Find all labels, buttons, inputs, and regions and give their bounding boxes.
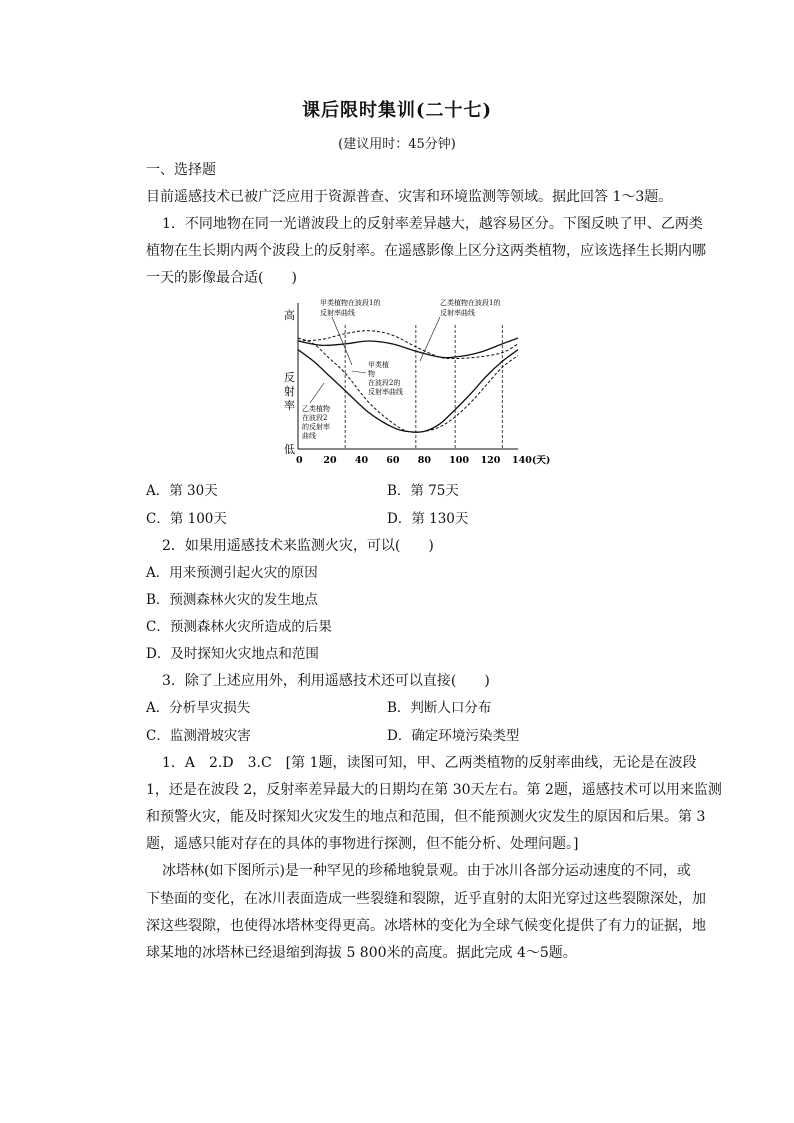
annotation-a1-line-1: 甲类植物在波段1的: [320, 299, 381, 307]
x-tick-label: 80: [417, 455, 431, 466]
question-3-option-c[interactable]: C．监测滑坡灾害: [146, 728, 251, 744]
series-line-3: [298, 350, 518, 433]
x-tick-label: 20: [323, 455, 337, 466]
intro-text: 目前遥感技术已被广泛应用于资源普查、灾害和环境监测等领域。据此回答 1～3题。: [146, 189, 673, 205]
passage-line-3: 深这些裂隙，也使得冰塔林变得更高。冰塔林的变化为全球气候变化提供了有力的证据，地: [146, 918, 706, 934]
answer-line-4: 题，遥感只能对存在的具体的事物进行探测，但不能分析、处理问题。]: [146, 836, 579, 852]
x-tick-label: 120: [480, 455, 501, 466]
annotation-a3-line-4: 反射率曲线: [368, 388, 403, 396]
y-label-char-2: 射: [284, 385, 295, 398]
annotation-a2: [440, 298, 500, 317]
x-tick-label: 60: [386, 455, 400, 466]
annotation-a4-line-2: 在波段2: [302, 414, 328, 422]
question-1-option-b[interactable]: B．第 75天: [387, 483, 459, 499]
annotation-a1-line-2: 反射率曲线: [320, 309, 355, 317]
answer-line-2: 1，还是在波段 2，反射率差异最大的日期均在第 30天左右。第 2题，遥感技术可以用来监测: [146, 782, 722, 798]
annotation-a4-leader: [310, 383, 324, 403]
annotation-a4: [302, 404, 330, 440]
page-subtitle: (建议用时：45分钟): [338, 137, 456, 152]
y-label-char-3: 率: [284, 399, 295, 412]
question-2-option-a[interactable]: A．用来预测引起火灾的原因: [146, 565, 318, 581]
annotation-a3: [368, 360, 403, 396]
question-1-option-c[interactable]: C．第 100天: [146, 511, 227, 527]
annotation-a2-line-2: 反射率曲线: [440, 309, 475, 317]
question-1-option-d[interactable]: D．第 130天: [387, 511, 469, 527]
page-title: 课后限时集训(二十七): [301, 100, 493, 121]
question-3-stem: 3．除了上述应用外，利用遥感技术还可以直接( ): [162, 673, 490, 689]
annotation-a4-line-1: 乙类植物: [302, 405, 330, 413]
question-1-line-1: 1．不同地物在同一光谱波段上的反射率差异越大，越容易区分。下图反映了甲、乙两类: [162, 216, 703, 232]
annotation-a3-line-3: 在波段2的: [368, 379, 401, 387]
question-3-option-b[interactable]: B．判断人口分布: [387, 700, 492, 716]
y-label-char-1: 反: [284, 371, 295, 384]
question-3-option-a[interactable]: A．分析旱灾损失: [146, 700, 251, 716]
x-tick-label: 140(天): [512, 455, 551, 466]
question-2-stem: 2．如果用遥感技术来监测火灾，可以( ): [162, 538, 434, 554]
y-label-low: 低: [284, 443, 295, 456]
reflectance-chart: [280, 295, 551, 467]
annotation-a3-line-1: 甲类植: [368, 361, 389, 369]
x-tick-label: 0: [296, 455, 303, 466]
x-tick-label: 100: [449, 455, 469, 466]
series-line-4: [298, 338, 518, 432]
annotation-a3-line-2: 物: [368, 370, 375, 378]
annotation-a1-leader: [332, 317, 352, 365]
y-label-high: 高: [284, 309, 295, 322]
passage-line-1: 冰塔林(如下图所示)是一种罕见的珍稀地貌景观。由于冰川各部分运动速度的不同，或: [162, 863, 691, 879]
annotation-a4-line-3: 的反射率: [302, 423, 330, 431]
section-heading: 一、选择题: [146, 162, 216, 178]
annotation-a3-leader: [352, 371, 366, 373]
question-2-option-d[interactable]: D．及时探知火灾地点和范围: [146, 646, 319, 662]
series-line-1: [298, 338, 518, 358]
question-3-option-d[interactable]: D．确定环境污染类型: [387, 728, 520, 744]
passage-line-4: 球某地的冰塔林已经退缩到海拔 5 800米的高度。据此完成 4～5题。: [146, 945, 577, 961]
question-1-line-2: 植物在生长期内两个波段上的反射率。在遥感影像上区分这两类植物，应该选择生长期内哪: [146, 243, 706, 259]
question-1-option-a[interactable]: A．第 30天: [146, 483, 218, 499]
annotation-a1: [320, 298, 380, 317]
answer-line-1: 1．A 2.D 3.C [第 1题，读图可知，甲、乙两类植物的反射率曲线，无论是在波段: [162, 755, 697, 771]
annotation-a2-line-1: 乙类植物在波段1的: [440, 299, 501, 307]
annotation-a4-line-4: 曲线: [302, 432, 316, 440]
question-1-line-3: 一天的影像最合适( ): [146, 270, 297, 286]
question-2-option-c[interactable]: C．预测森林火灾所造成的后果: [146, 619, 332, 635]
question-2-option-b[interactable]: B．预测森林火灾的发生地点: [146, 592, 318, 608]
passage-line-2: 下垫面的变化，在冰川表面造成一些裂缝和裂隙，近乎直射的太阳光穿过这些裂隙深处，加: [146, 891, 706, 907]
answer-line-3: 和预警火灾，能及时探知火灾发生的地点和范围，但不能预测火灾发生的原因和后果。第 3: [146, 809, 706, 825]
x-tick-label: 40: [354, 455, 369, 466]
